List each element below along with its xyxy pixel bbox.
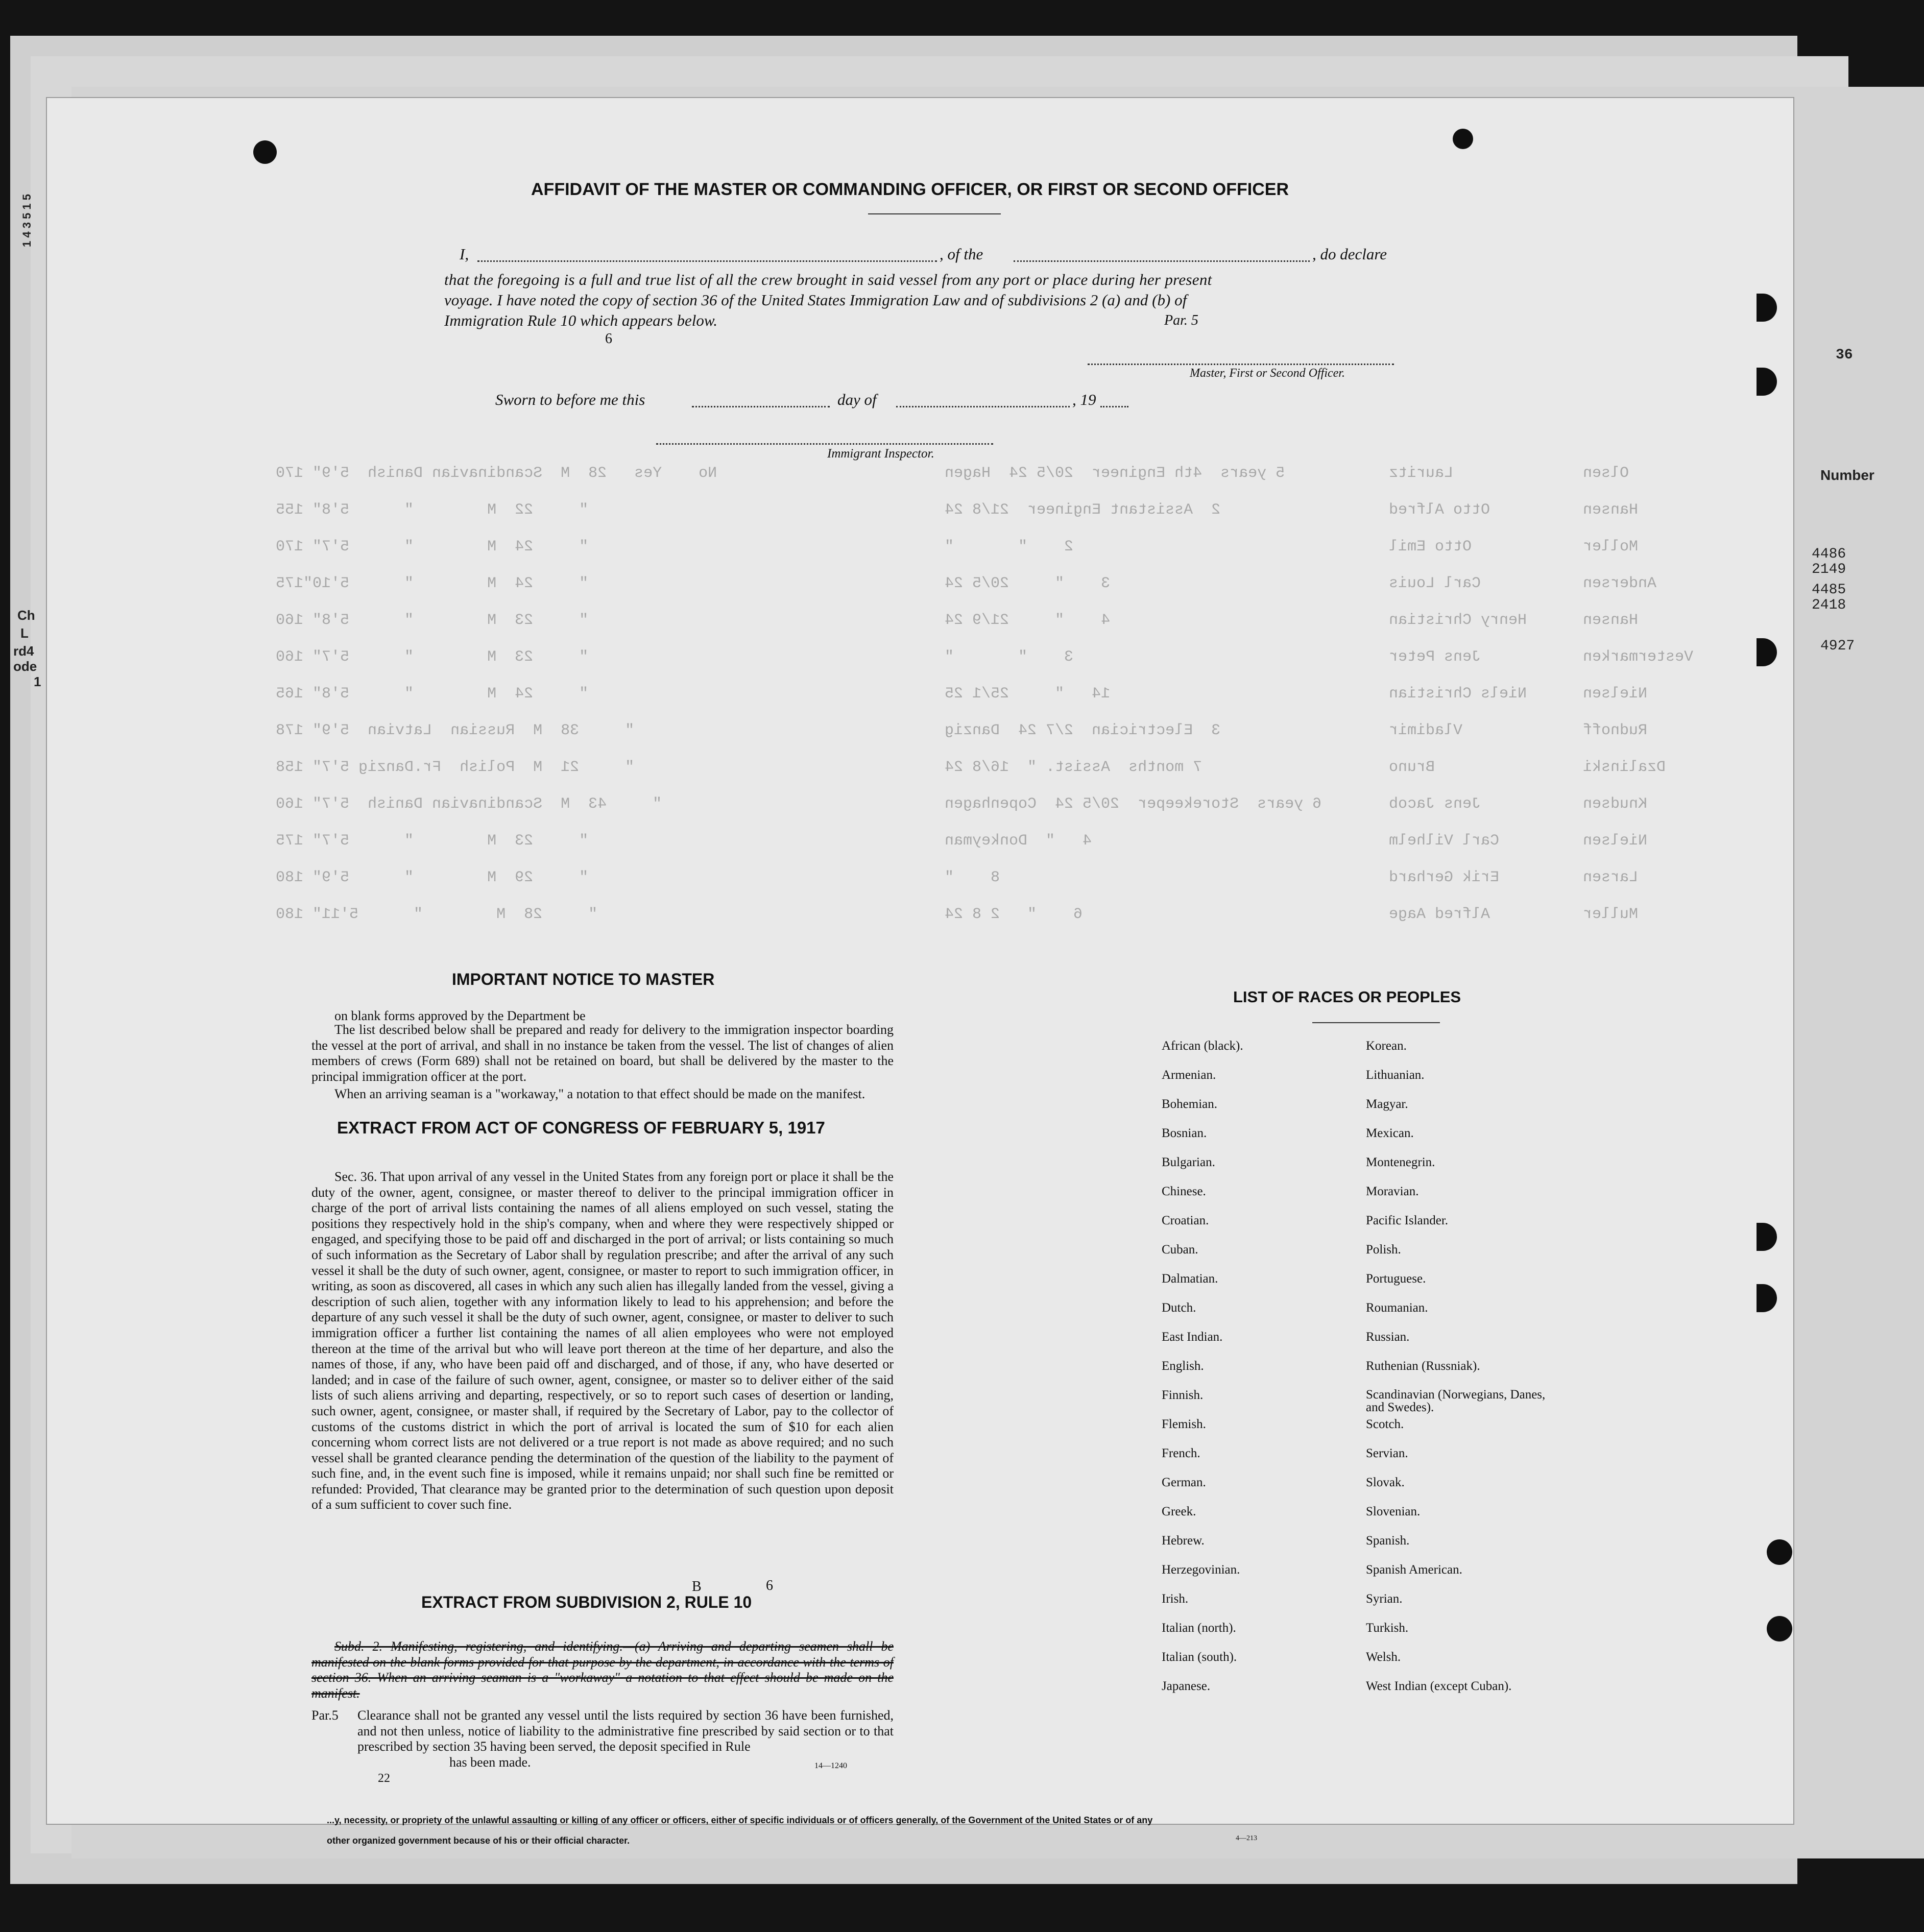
ghost-crew-col: 3 " " [945,648,1074,666]
affidavit-text: I, [460,245,469,263]
sworn-text: day of [837,391,877,408]
ghost-crew-tail: " 24 M " 5'10"175 [276,575,589,592]
ghost-crew-surname: Hansen [1583,501,1639,519]
ghost-crew-given: Bruno [1389,759,1435,776]
race-item: Greek. [1162,1505,1196,1518]
race-item: African (black). [1162,1039,1243,1053]
ghost-crew-col: 2 " " [945,538,1074,556]
number-column-header: Number [1820,467,1874,483]
race-item: Mexican. [1366,1126,1414,1140]
struck-subdivision-text: Subd. 2. Manifesting, registering, and identifying.—(a) Arriving and departing seamen shall be manifested on the blank forms provided for that purpose by the department, in accordance with the terms of section 36. When an arriving seaman is a "workaway" a notation to that effect should be made on the manifest. [311,1639,894,1701]
number-entry: 2149 [1812,562,1846,577]
number-entry: 2418 [1812,597,1846,613]
ghost-crew-surname: Vestermarken [1583,648,1694,666]
race-item: English. [1162,1359,1204,1373]
par5-label: Par.5 [311,1708,339,1723]
ghost-crew-surname: Rudnoff [1583,722,1648,739]
ghost-crew-col: 14 " 25/1 25 [945,685,1111,703]
race-item: Moravian. [1366,1185,1419,1198]
ghost-crew-given: Alfred Aage [1389,906,1490,923]
ghost-crew-given: Erik Gerhard [1389,869,1500,886]
ghost-crew-tail: " 24 M " 5'7" 170 [276,538,589,556]
sworn-text: , 19 [1072,391,1096,408]
inspector-signature-line [656,443,993,445]
par5-text: Clearance shall not be granted any vessel until the lists required by section 36 have been furnished, and not then unless, notice of liability to the administrative fine prescribed by said section or to that prescribed by section 35 having been served, the deposit specified in Rule [357,1708,894,1754]
ghost-crew-surname: Andersen [1583,575,1657,592]
race-item: Chinese. [1162,1185,1206,1198]
race-item: Pacific Islander. [1366,1214,1449,1227]
ghost-crew-given: Jens Jacob [1389,795,1481,813]
ghost-crew-given: Lauritz [1389,465,1454,482]
race-item: Croatian. [1162,1214,1209,1227]
binder-hole [1453,129,1473,149]
ghost-crew-col: 3 Electrician 2/7 24 Danzig [945,722,1221,739]
vessel-field-line [1014,260,1310,262]
race-item: Russian. [1366,1330,1410,1344]
race-item: French. [1162,1446,1200,1460]
race-item: East Indian. [1162,1330,1223,1344]
ghost-crew-surname: Knudsen [1583,795,1648,813]
race-item: Spanish. [1366,1534,1410,1548]
ghost-crew-given: Otto Alfred [1389,501,1490,519]
ghost-crew-surname: Olsen [1583,465,1629,482]
number-entry: 4485 [1812,582,1846,598]
extract-rule-title: EXTRACT FROM SUBDIVISION 2, RULE 10 [421,1593,752,1611]
master-signature-label: Master, First or Second Officer. [1190,367,1345,380]
underlying-form-number: 4—213 [1236,1834,1257,1842]
notice-paragraph: When an arriving seaman is a "workaway," a notation to that effect should be made on the manifest. [334,1086,865,1101]
race-item: Servian. [1366,1446,1408,1460]
ghost-crew-surname: Muller [1583,906,1639,923]
race-item: Polish. [1366,1243,1401,1257]
race-item: Ruthenian (Russniak). [1366,1359,1480,1373]
race-item: Herzegovinian. [1162,1563,1240,1577]
handwritten-b: B [692,1579,702,1595]
underlying-sheet-text: other organized government because of his or their official character. [327,1836,630,1846]
race-item: West Indian (except Cuban). [1366,1679,1512,1693]
number-entry: 4927 [1820,638,1855,654]
race-item: Magyar. [1366,1097,1408,1111]
left-edge-mark: ode [13,659,37,674]
sworn-text: Sworn to before me this [495,391,645,408]
race-item: Bohemian. [1162,1097,1218,1111]
race-item: Korean. [1366,1039,1407,1053]
ghost-crew-given: Vladimir [1389,722,1463,739]
ghost-crew-given: Jens Peter [1389,648,1481,666]
race-item: Italian (south). [1162,1650,1237,1664]
divider [1312,1022,1440,1023]
race-item: Dalmatian. [1162,1272,1218,1286]
affidavit-text: Immigration Rule 10 which appears below. [444,311,717,329]
affidavit-sheet [46,97,1794,1825]
ghost-crew-col: 6 " 2 8 24 [945,906,1083,923]
notice-paragraph: The list described below shall be prepared and ready for delivery to the immigration inspector boarding the vessel at the port of arrival, and shall in no instance be taken from the vessel. The list of changes of alien members of crews (Form 689) shall not be retained on board, but shall be delivered by the master to the principal immigration officer at the port. [311,1022,894,1084]
ghost-crew-tail: " 29 M " 5'9" 180 [276,869,589,886]
race-item: Portuguese. [1366,1272,1426,1286]
handwritten-rule-number: 6 [605,331,612,347]
ghost-crew-surname: Larsen [1583,869,1639,886]
name-field-line [477,260,937,262]
race-item: Bulgarian. [1162,1155,1215,1169]
ghost-crew-surname: Nielsen [1583,832,1648,850]
race-item: Scandinavian (Norwegians, Danes, and Swedes). [1366,1388,1546,1414]
ghost-crew-tail: " 24 M " 5'8" 165 [276,685,589,703]
ghost-crew-col: 4 " 21/9 24 [945,612,1111,629]
par5-end: has been made. [449,1755,531,1770]
race-item: Cuban. [1162,1243,1198,1257]
left-edge-mark: Ch [17,608,35,623]
ghost-crew-tail: " 43 M Scandinavian Danish 5'7" 160 [276,795,662,813]
ghost-crew-col: 7 months Assist. " 16/8 24 [945,759,1202,776]
ghost-crew-surname: Dzalinski [1583,759,1666,776]
race-item: Irish. [1162,1592,1189,1606]
ghost-crew-tail: " 22 M " 5'8" 155 [276,501,589,519]
master-signature-line [1088,364,1394,365]
ghost-crew-given: Niels Christian [1389,685,1527,703]
left-edge-mark: 1 [34,674,41,689]
sworn-day-line [692,406,830,407]
race-item: Armenian. [1162,1068,1216,1082]
race-item: Dutch. [1162,1301,1196,1315]
left-edge-mark: rd4 [13,643,34,659]
race-item: Montenegrin. [1366,1155,1435,1169]
race-item: Japanese. [1162,1679,1211,1693]
ghost-crew-col: 6 years Storekeeper 20/5 24 Copenhagen [945,795,1322,813]
race-item: Welsh. [1366,1650,1401,1664]
underlying-sheet-text: ...y, necessity, or propriety of the unlawful assaulting or killing of any officer or officers, either of specific individuals or of officers generally, of the Government of the United States or of any [327,1815,1153,1825]
ghost-crew-tail: " 23 M " 5'7" 160 [276,648,589,666]
race-item: Syrian. [1366,1592,1403,1606]
affidavit-text: , of the [940,245,983,263]
ghost-crew-given: Carl Louis [1389,575,1481,592]
notice-title: IMPORTANT NOTICE TO MASTER [452,970,715,988]
notice-text: on blank forms approved by the Department be [334,1008,586,1023]
handwritten-6: 6 [766,1578,773,1593]
ghost-crew-col: 3 " 20/5 24 [945,575,1111,592]
extract-act-title: EXTRACT FROM ACT OF CONGRESS OF FEBRUARY 5, 1917 [337,1118,825,1137]
affidavit-text: , do declare [1312,245,1387,263]
race-item: Flemish. [1162,1417,1206,1431]
ghost-crew-tail: No Yes 28 M Scandinavian Danish 5'9" 170 [276,465,717,482]
ghost-crew-tail: " 21 M Polish Fr.Danzig 5'7" 158 [276,759,635,776]
sworn-month-line [896,406,1070,407]
sworn-year-line [1100,406,1128,407]
ghost-crew-given: Henry Christian [1389,612,1527,629]
ghost-crew-col: 8 " [945,869,1000,886]
race-item: Spanish American. [1366,1563,1462,1577]
ghost-crew-col: 2 Assistant Engineer 21/8 24 [945,501,1221,519]
ghost-crew-surname: Nielsen [1583,685,1648,703]
section-36-text: Sec. 36. That upon arrival of any vessel in the United States from any foreign port or place it shall be the duty of the owner, agent, consignee, or master thereof to deliver to the principal immigration officer in charge of the port of arrival lists containing the names of all aliens employed on such vessel, stating the positions they respectively hold in the ship's company, when and where they were respectively shipped or engaged, and specifying those to be paid off and discharged in the port of arrival; or lists containing so much of such information as the Secretary of Labor shall by regulation prescribe; and after the arrival of any such vessel it shall be the duty of such owner, agent, consignee, or master to report to such immigration officer, in writing, as soon as discovered, all cases in which any such alien has illegally landed from the vessel, giving a description of such alien, together with any information likely to lead to his apprehension; and before the departure of any such vessel it shall be the duty of such owner, agent, consignee, or master to deliver to such immigration officer a further list containing the names of all alien employees who were not employed thereon at the time of the arrival but who will leave port thereon at the time of her departure, and also the names of those, if any, who have been paid off and discharged, and of those, if any, who have deserted or landed; and in case of the failure of such owner, agent, consignee, or master so to deliver either of the said lists of such aliens arriving and departing, respectively, or so to report such cases of desertion or landing, such owner, agent, consignee, or master shall, if required by the Secretary of Labor, pay to the collector of customs of the customs district in which the port of arrival is located the sum of $10 for each alien concerning whom correct lists are not delivered or a true report is not made as above required; and no such vessel shall be granted clearance pending the determination of the question of the liability to the payment of such fine, and, in the event such fine is imposed, while it remains unpaid; nor shall such fine be remitted or refunded: Provided, That clearance may be granted prior to the determination of such question upon deposit of a sum sufficient to cover such fine. [311,1169,894,1512]
binder-hole [1767,1616,1792,1641]
affidavit-title: AFFIDAVIT OF THE MASTER OR COMMANDING OFFICER, OR FIRST OR SECOND OFFICER [531,180,1289,199]
ghost-crew-surname: Moller [1583,538,1639,556]
race-item: Finnish. [1162,1388,1204,1402]
number-entry: 4486 [1812,546,1846,562]
ghost-crew-col: 5 years 4th Engineer 20/5 24 Hagen [945,465,1285,482]
race-item: Turkish. [1366,1621,1409,1635]
ghost-crew-tail: " 23 M " 5'8" 160 [276,612,589,629]
race-item: Italian (north). [1162,1621,1236,1635]
inspector-label: Immigrant Inspector. [827,447,934,461]
ghost-crew-tail: " 23 M " 5'7" 175 [276,832,589,850]
ghost-crew-tail: " 28 M " 5'11" 180 [276,906,598,923]
ghost-crew-surname: Hansen [1583,612,1639,629]
ghost-crew-given: Carl Vilhelm [1389,832,1500,850]
race-item: Lithuanian. [1366,1068,1425,1082]
race-item: Hebrew. [1162,1534,1205,1548]
page-number: 36 [1836,347,1853,363]
race-item: Bosnian. [1162,1126,1207,1140]
race-item: Slovak. [1366,1476,1405,1489]
left-edge-mark: L [20,625,29,641]
affidavit-text: that the foregoing is a full and true list of all the crew brought in said vessel from any port or place during her present [444,271,1212,288]
left-edge-vertical-number: 1 4 3 5 1 5 [20,194,33,247]
race-item: Slovenian. [1366,1505,1421,1518]
binder-hole [253,140,277,164]
binder-hole [1767,1539,1792,1565]
divider [868,213,1001,214]
race-item: Roumanian. [1366,1301,1428,1315]
affidavit-text: voyage. I have noted the copy of section 36 of the United States Immigration Law and of subdivisions 2 (a) and (b) of [444,291,1187,309]
race-item: German. [1162,1476,1206,1489]
handwritten-22: 22 [378,1772,390,1785]
ghost-crew-col: 4 " Donkeyman [945,832,1092,850]
ghost-crew-given: Otto Emil [1389,538,1472,556]
race-item: Scotch. [1366,1417,1404,1431]
form-number: 14—1240 [814,1761,847,1770]
ghost-crew-tail: " 38 M Russian Latvian 5'9" 178 [276,722,635,739]
par-note: Par. 5 [1164,312,1198,328]
races-title: LIST OF RACES OR PEOPLES [1233,988,1461,1006]
